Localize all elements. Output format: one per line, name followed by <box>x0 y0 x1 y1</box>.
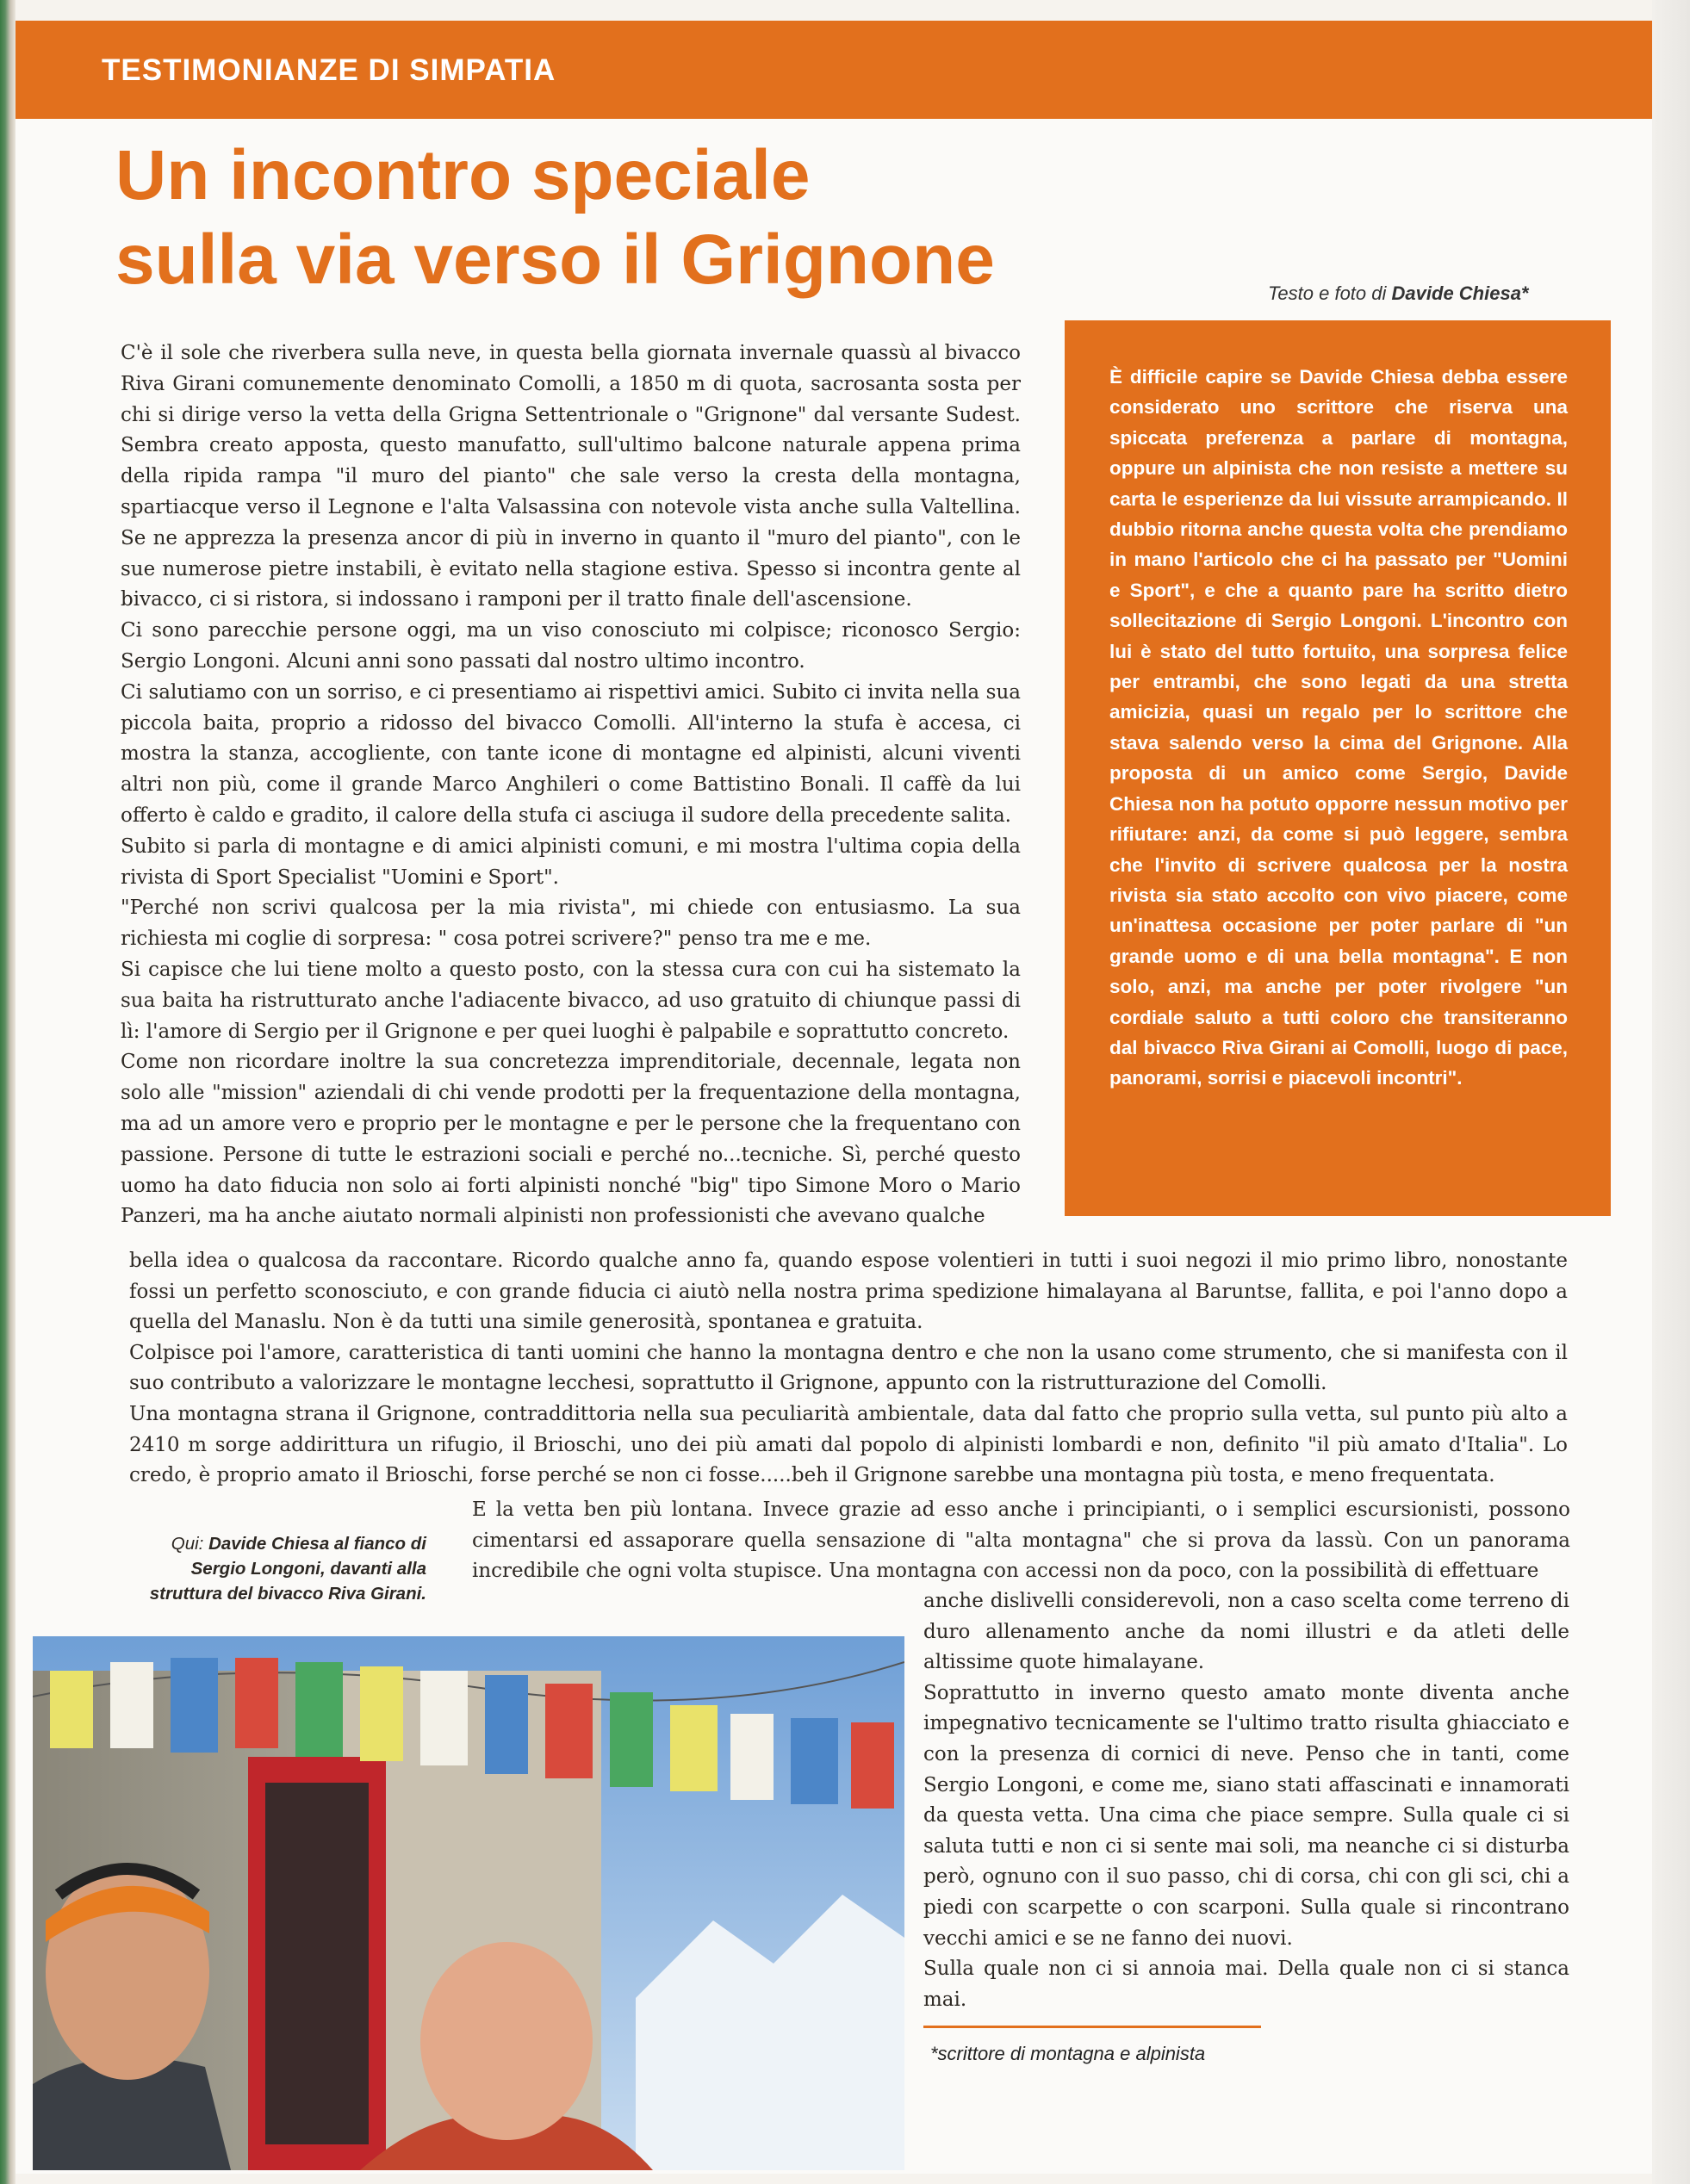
section-label: TESTIMONIANZE DI SIMPATIA <box>102 53 556 87</box>
prayer-flag <box>485 1675 528 1774</box>
caption-lead: Qui: <box>171 1534 204 1554</box>
paragraph: "Perché non scrivi qualcosa per la mia rivista", mi chiede con entusiasmo. La sua richiesta mi coglie di sorpresa: " cosa potrei scrivere?" penso tra me e me. <box>121 897 1021 951</box>
footnote-rule <box>923 2026 1261 2028</box>
prayer-flag <box>171 1658 218 1753</box>
paragraph: Subito si parla di montagne e di amici alpinisti comuni, e mi mostra l'ultima copia della rivista di Sport Specialist "Uomini e Sport". <box>121 835 1021 889</box>
prayer-flag <box>545 1684 593 1778</box>
paragraph: E la vetta ben più lontana. Invece grazie ad esso anche i principianti, o i semplici escursionisti, possono cimentarsi ed assaporare quella sensazione di "alta montagna" che si prova da lassù. Con un panorama incredibile che ogni volta stupisce. Una montagna con accessi non da poco, con la possibilità di effettuare <box>472 1498 1570 1583</box>
title-line-2: sulla via verso il Grignone <box>115 220 995 299</box>
prayer-flag <box>791 1718 838 1804</box>
prayer-flag <box>50 1671 93 1748</box>
article-column-1 <box>121 338 1021 1232</box>
person-left <box>33 1864 231 2170</box>
door-window <box>265 1783 369 2144</box>
sidebar-text: È difficile capire se Davide Chiesa debba essere considerato uno scrittore che riserva una spiccata preferenza a parlare di montagna, oppure un alpinista che non resiste a mettere su carta le esperienze da lui vissute arrampicando. Il dubbio ritorna anche questa volta che prendiamo in mano l'articolo che ci ha passato per "Uomini e Sport", e che a quanto pare ha scritto dietro sollecitazione di Sergio Longoni. L'incontro con lui è stato del tutto fortuito, una sorpresa felice per entrambi, che sono legati da una stretta amicizia, quasi un regalo per lo scrittore che stava salendo verso la cima del Grignone. Alla proposta di un amico come Sergio, Davide Chiesa non ha potuto opporre nessun motivo per rifiutare: anzi, da come si può leggere, sembra che l'invito di scrivere qualcosa per la nostra rivista sia stato accolto con vivo piacere, come un'inattesa occasione per poter parlare di "un grande uomo e di una bella montagna". E non solo, anzi, ma anche per poter rivolgere "un cordiale saluto a tutti coloro che transiteranno dal bivacco Riva Girani ai Comolli, luogo di pace, panorami, sorrisi e piacevoli incontri". <box>1109 366 1568 1089</box>
caption-text: Davide Chiesa al fianco di Sergio Longoni, davanti alla struttura del bivacco Riva Girani. <box>149 1534 426 1604</box>
paragraph: anche dislivelli considerevoli, non a caso scelta come terreno di duro allenamento anche da nomi illustri e da atleti delle altissime quote himalayane. <box>923 1590 1569 1674</box>
face <box>420 1942 593 2140</box>
article-wide-text <box>129 1246 1568 1492</box>
paragraph: Come non ricordare inoltre la sua concretezza imprenditoriale, decennale, legata non solo alle "mission" aziendali di chi vende prodotti per la frequentazione della montagna, ma ad un amore vero e proprio per le montagne e per le persone che la frequentano con passione. Persone di tutte le estrazioni sociali e perché no...tecniche. Sì, perché questo uomo ha dato fiducia non solo ai forti alpinisti nonché "big" tipo Simone Moro o Mario Panzeri, ma ha anche aiutato normali alpinisti non professionisti che avevano qualche <box>121 1051 1021 1228</box>
binding-spine <box>0 0 16 2184</box>
prayer-flag <box>235 1658 278 1748</box>
editorial-sidebar <box>1065 320 1611 1216</box>
byline <box>1268 282 1529 305</box>
paragraph: C'è il sole che riverbera sulla neve, in questa bella giornata invernale quassù al bivacco Riva Girani comunemente denominato Comolli, a 1850 m di quota, sacrosanta sosta per chi si dirige verso la vetta della Grigna Settentrionale o "Grignone" dal versante Sudest. Sembra creato apposta, questo manufatto, sull'ultimo balcone naturale appena prima della ripida rampa "il muro del pianto" che sale verso la cresta della montagna, spartiacque verso il Legnone e l'alta Valsassina con notevole vista anche sulla Valtellina. Se ne apprezza la presenza ancor di più in inverno in quanto il "muro del pianto", con le sue numerose pietre instabili, è evitato nella stagione estiva. Spesso si incontra gente al bivacco, ci si ristora, si indossano i ramponi per il tratto finale dell'ascensione. <box>121 342 1021 611</box>
prayer-flag <box>851 1722 894 1809</box>
article-right-column <box>923 1586 1569 2015</box>
prayer-flag <box>295 1662 343 1757</box>
prayer-flag <box>730 1714 774 1800</box>
paragraph: bella idea o qualcosa da raccontare. Ricordo qualche anno fa, quando espose volentieri in tutti i suoi negozi il mio primo libro, nonostante fossi un perfetto sconosciuto, e con grande fiducia ci aiutò nella nostra prima spedizione himalayana al Baruntse, fallita, e poi l'anno dopo a quella del Manaslu. Non è da tutti una simile generosità, spontanea e gratuita. <box>129 1250 1568 1334</box>
paragraph: Si capisce che lui tiene molto a questo posto, con la stessa cura con cui ha sistemato la sua baita ha ristrutturato anche l'adiacente bivacco, ad uso gratuito di chiunque passi di lì: l'amore di Sergio per il Grignone e per quei luoghi è palpabile e soprattutto concreto. <box>121 958 1021 1043</box>
article-photo <box>33 1636 904 2170</box>
prayer-flag <box>610 1692 653 1787</box>
title-line-1: Un incontro speciale <box>115 136 811 214</box>
footnote: *scrittore di montagna e alpinista <box>930 2043 1206 2064</box>
article-title <box>115 133 995 302</box>
page-edge <box>1652 0 1690 2184</box>
prayer-flag <box>110 1662 153 1748</box>
byline-author: Davide Chiesa* <box>1391 282 1529 304</box>
photo-illustration <box>33 1636 904 2170</box>
photo-caption <box>129 1531 426 1606</box>
paragraph: Ci salutiamo con un sorriso, e ci presentiamo ai rispettivi amici. Subito ci invita nella sua piccola baita, proprio a ridosso del bivacco Comolli. All'interno la stufa è accesa, ci mostra la stanza, accogliente, con tante icone di montagne ed alpinisti, alcuni viventi altri non più, come il grande Marco Anghileri o come Battistino Bonali. Il caffè da lui offerto è caldo e gradito, il calore della stufa ci asciuga il sudore della precedente salita. <box>121 680 1021 827</box>
prayer-flag <box>670 1705 718 1791</box>
article-mid-text <box>472 1495 1570 1587</box>
paragraph: Sulla quale non ci si annoia mai. Della quale non ci si stanca mai. <box>923 1958 1569 2011</box>
paragraph: Colpisce poi l'amore, caratteristica di tanti uomini che hanno la montagna dentro e che non la usano come strumento, che si manifesta con il suo contributo a valorizzare le montagne lecchesi, soprattutto il Grignone, appunto con la ristrutturazione del Comolli. <box>129 1341 1568 1395</box>
byline-prefix: Testo e foto di <box>1268 282 1387 304</box>
paragraph: Soprattutto in inverno questo amato monte diventa anche impegnativo tecnicamente se l'ultimo tratto risulta ghiacciato e con la presenza di cornici di neve. Penso che in tanti, come Sergio Longoni, e come me, siano stati affascinati e innamorati da questa vetta. Una cima che piace sempre. Sulla quale ci si saluta tutti e non ci si sente mai soli, ma neanche ci si disturba però, ognuno con il suo passo, chi di corsa, chi con gli sci, chi a piedi con scarpette o con scarponi. Sulla quale si rincontrano vecchi amici e se ne fanno dei nuovi. <box>923 1681 1569 1950</box>
prayer-flag <box>420 1671 468 1765</box>
paragraph: Ci sono parecchie persone oggi, ma un viso conosciuto mi colpisce; riconosco Sergio: Sergio Longoni. Alcuni anni sono passati dal nostro ultimo incontro. <box>121 619 1021 673</box>
paragraph: Una montagna strana il Grignone, contraddittoria nella sua peculiarità ambientale, data dal fatto che proprio sulla vetta, sul punto più alto a 2410 m sorge addirittura un rifugio, il Brioschi, uno dei più amati dal popolo di alpinisti lombardi e non, definito "il più amato d'Italia". Lo credo, è proprio amato il Brioschi, forse perché se non ci fosse.....beh il Grignone sarebbe una montagna più tosta, e meno frequentata. <box>129 1402 1568 1487</box>
prayer-flag <box>360 1666 403 1761</box>
